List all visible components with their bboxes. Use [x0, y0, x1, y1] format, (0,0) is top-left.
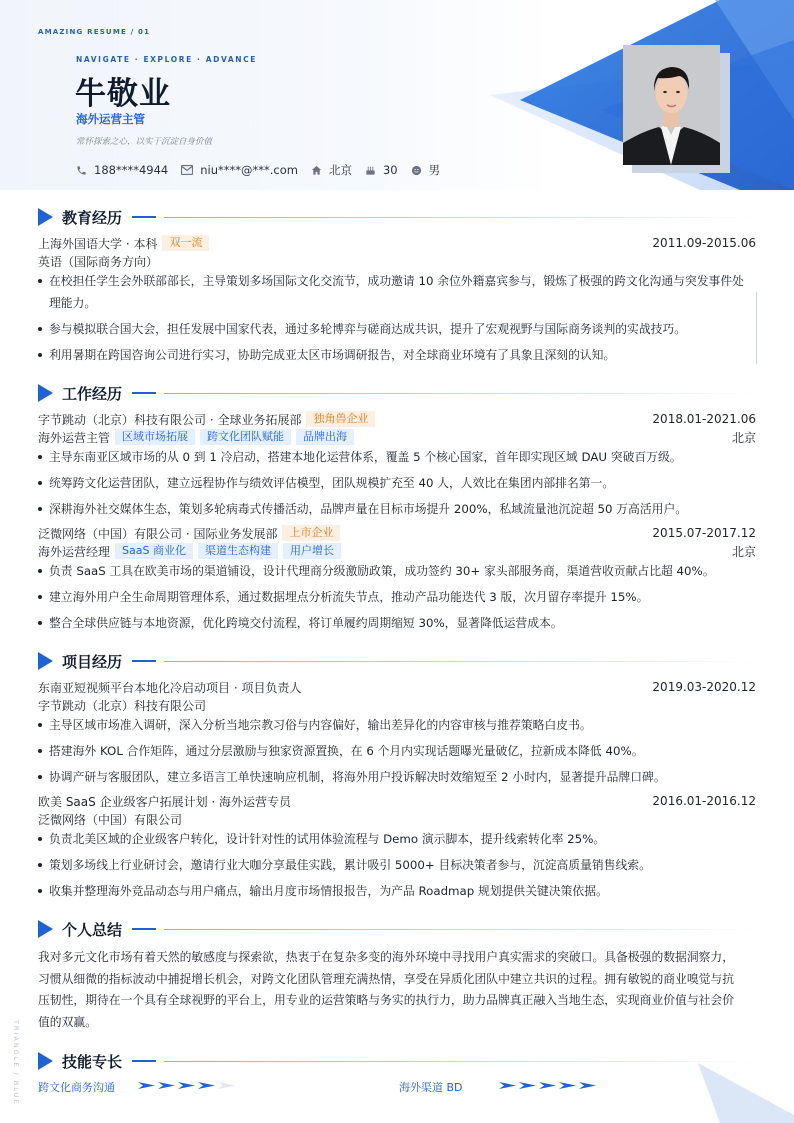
project-header-row: [38, 792, 756, 810]
project-name: 欧美 SaaS 企业级客户拓展计划 · 海外运营专员: [38, 794, 292, 809]
project-header-row: [38, 678, 756, 696]
company-name: 泛微网络（中国）有限公司 · 国际业务发展部: [38, 526, 278, 541]
skill-arrow-filled: [519, 1082, 536, 1089]
section-rule: [164, 1061, 756, 1062]
phone-text: 188****4944: [94, 163, 169, 177]
major: 英语（国际商务方向）: [38, 254, 159, 269]
side-vertical-text: TRIANGLE / BLUE: [12, 1020, 20, 1106]
contact-phone: [76, 163, 168, 177]
section-rule: [164, 661, 756, 662]
summary-line: 习惯从细微的指标波动中捕捉增长机会，对跨文化团队管理充满热情，享受在异质化团队中建立共识的过程。拥有敏锐的商业嗅觉与抗: [38, 971, 735, 986]
list-item: 策划多场线上行业研讨会，邀请行业大咖分享最佳实践，累计吸引 5000+ 目标决策者参与，沉淀高质量销售线索。: [38, 852, 756, 878]
section-title: 个人总结: [62, 920, 123, 939]
section-dash: [132, 1060, 156, 1062]
summary-line: 值的双赢。: [38, 1014, 97, 1029]
project-org: 泛微网络（中国）有限公司: [38, 812, 183, 827]
section-dash: [132, 216, 156, 218]
cake-icon: [365, 165, 376, 176]
section-title: 教育经历: [62, 208, 123, 227]
list-item: 负责 SaaS 工具在欧美市场的渠道铺设，设计代理商分级激励政策，成功签约 30+ 家头部服务商，渠道营收贡献占比超 40%。: [38, 558, 756, 584]
contact-city: [311, 162, 352, 178]
skill-arrow-filled: [198, 1082, 215, 1089]
list-item: 在校担任学生会外联部部长，主导策划多场国际文化交流节，成功邀请 10 余位外籍嘉宾参与，锻炼了极强的跨文化沟通与突发事件处: [38, 268, 756, 294]
job-title: 海外运营主管: [76, 112, 145, 126]
portrait-illustration: [623, 45, 720, 165]
job-header-row: [38, 410, 756, 428]
section-title: 工作经历: [62, 384, 123, 403]
skill-tag: 渠道生态构建: [198, 543, 278, 559]
section-rule: [164, 393, 756, 394]
gender-text: 男: [428, 163, 441, 177]
section-projects-header: [38, 651, 756, 671]
school-tag: 双一流: [162, 235, 209, 251]
skill-arrow-empty: [218, 1082, 235, 1089]
list-item: 深耕海外社交媒体生态，策划多轮病毒式传播活动，品牌声量在目标市场提升 200%，私域流量池沉淀超 50 万高活用户。: [38, 496, 756, 522]
section-dash: [132, 392, 156, 394]
section-title: 项目经历: [62, 652, 123, 671]
skill-arrow-filled: [539, 1082, 556, 1089]
skill-tag: 区域市场拓展: [115, 429, 195, 445]
skill-tag: SaaS 商业化: [115, 543, 193, 559]
job-date: 2018.01-2021.06: [652, 412, 756, 426]
age-text: 30: [382, 163, 398, 177]
tagline: NAVIGATE · EXPLORE · ADVANCE: [76, 55, 257, 64]
contact-email: [181, 163, 298, 177]
job-city: 北京: [731, 544, 756, 559]
skill-name: 跨文化商务沟通: [38, 1081, 115, 1094]
skill-arrow-filled: [559, 1082, 576, 1089]
list-item: 搭建海外 KOL 合作矩阵，通过分层激励与独家资源置换，在 6 个月内实现话题曝光量破亿，拉新成本降低 40%。: [38, 738, 756, 764]
job-role: 海外运营主管: [38, 430, 111, 445]
skill-tag: 品牌出海: [296, 429, 354, 445]
skill-arrow-filled: [158, 1082, 175, 1089]
triangle-marker-icon: [38, 208, 53, 226]
skill-level-arrows: [138, 1082, 238, 1089]
job-date: 2015.07-2017.12: [652, 526, 756, 540]
education-date: 2011.09-2015.06: [652, 236, 756, 250]
summary-line: 我对多元文化市场有着天然的敏感度与探索欲，热衷于在复杂多变的海外环境中寻找用户真实需求的突破口。具备极强的数据洞察力，: [38, 950, 735, 964]
list-item: 主导区域市场准入调研，深入分析当地宗教习俗与内容偏好，输出差异化的内容审核与推荐策略白皮书。: [38, 712, 756, 738]
side-rule: [756, 292, 757, 364]
profile-photo: [623, 45, 720, 165]
contact-age: [365, 163, 398, 177]
section-work-header: [38, 383, 756, 403]
mail-icon: [181, 165, 193, 175]
skill-name: 海外渠道 BD: [399, 1081, 463, 1094]
section-education-header: [38, 207, 756, 227]
list-item: 负责北美区域的企业级客户转化，设计针对性的试用体验流程与 Demo 演示脚本，提升线索转化率 25%。: [38, 826, 756, 852]
list-item: 利用暑期在跨国咨询公司进行实习，协助完成亚太区市场调研报告，对全球商业环境有了具象且深刻的认知。: [38, 342, 756, 368]
motto: 常怀探索之心，以实干沉淀自身价值: [76, 137, 213, 147]
contact-gender: [411, 162, 441, 178]
company-tag: 上市企业: [282, 525, 340, 541]
section-dash: [132, 660, 156, 662]
school-name: 上海外国语大学 · 本科: [38, 236, 158, 251]
candidate-name: 牛敬业: [75, 76, 171, 112]
contact-row: [76, 162, 453, 178]
list-item: 主导东南亚区域市场的从 0 到 1 冷启动，搭建本地化运营体系，覆盖 5 个核心国家，首年即实现区域 DAU 突破百万级。: [38, 444, 756, 470]
company-tag: 独角兽企业: [306, 411, 375, 427]
education-row: [38, 234, 756, 252]
city-text: 北京: [328, 163, 352, 177]
project-date: 2019.03-2020.12: [652, 680, 756, 694]
skill-arrow-filled: [579, 1082, 596, 1089]
triangle-marker-icon: [38, 920, 53, 938]
summary-paragraph: [38, 947, 756, 1033]
skill-arrow-filled: [178, 1082, 195, 1089]
skill-arrow-filled: [138, 1082, 155, 1089]
resume-badge: AMAZING RESUME / 01: [38, 28, 151, 36]
skill-tag: 跨文化团队赋能: [200, 429, 291, 445]
section-title: 技能专长: [62, 1052, 123, 1071]
section-rule: [164, 929, 756, 930]
list-item: 协调产研与客服团队，建立多语言工单快速响应机制，将海外用户投诉解决时效缩短至 2 小时内，显著提升品牌口碑。: [38, 764, 756, 790]
project-name: 东南亚短视频平台本地化冷启动项目 · 项目负责人: [38, 680, 302, 695]
list-item: 收集并整理海外竞品动态与用户痛点，输出月度市场情报报告，为产品 Roadmap 规划提供关键决策依据。: [38, 878, 756, 904]
list-item: 统筹跨文化运营团队，建立远程协作与绩效评估模型，团队规模扩充至 40 人，人效比在集团内部排名第一。: [38, 470, 756, 496]
triangle-marker-icon: [38, 1052, 53, 1070]
list-item-continuation: 理能力。: [49, 296, 97, 310]
phone-icon: [76, 165, 87, 176]
section-skills-header: [38, 1051, 756, 1071]
project-date: 2016.01-2016.12: [652, 794, 756, 808]
project-org: 字节跳动（北京）科技有限公司: [38, 698, 207, 713]
skill-arrow-filled: [499, 1082, 516, 1089]
section-summary-header: [38, 919, 756, 939]
job-header-row: [38, 524, 756, 542]
list-item: 整合全球供应链与本地资源，优化跨境交付流程，将订单履约周期缩短 30%，显著降低运营成本。: [38, 610, 756, 636]
skill-tag: 用户增长: [283, 543, 341, 559]
job-role: 海外运营经理: [38, 544, 111, 559]
company-name: 字节跳动（北京）科技有限公司 · 全球业务拓展部: [38, 412, 302, 427]
list-item: 建立海外用户全生命周期管理体系，通过数据埋点分析流失节点，推动产品功能迭代 3 版，次月留存率提升 15%。: [38, 584, 756, 610]
summary-line: 压韧性，期待在一个具有全球视野的平台上，用专业的运营策略与务实的执行力，助力品牌真正融入当地生态，实现商业价值与社会价: [38, 993, 735, 1007]
triangle-marker-icon: [38, 652, 53, 670]
section-dash: [132, 928, 156, 930]
smiley-icon: [411, 165, 422, 176]
list-item: 参与模拟联合国大会，担任发展中国家代表，通过多轮博弈与磋商达成共识，提升了宏观视野与国际商务谈判的实战技巧。: [38, 316, 756, 342]
job-city: 北京: [731, 430, 756, 445]
email-text: niu****@***.com: [200, 163, 298, 177]
footer-triangle-decoration: [690, 1060, 794, 1123]
triangle-marker-icon: [38, 384, 53, 402]
skill-level-arrows: [499, 1082, 599, 1089]
section-rule: [164, 217, 756, 218]
home-icon: [311, 165, 322, 176]
